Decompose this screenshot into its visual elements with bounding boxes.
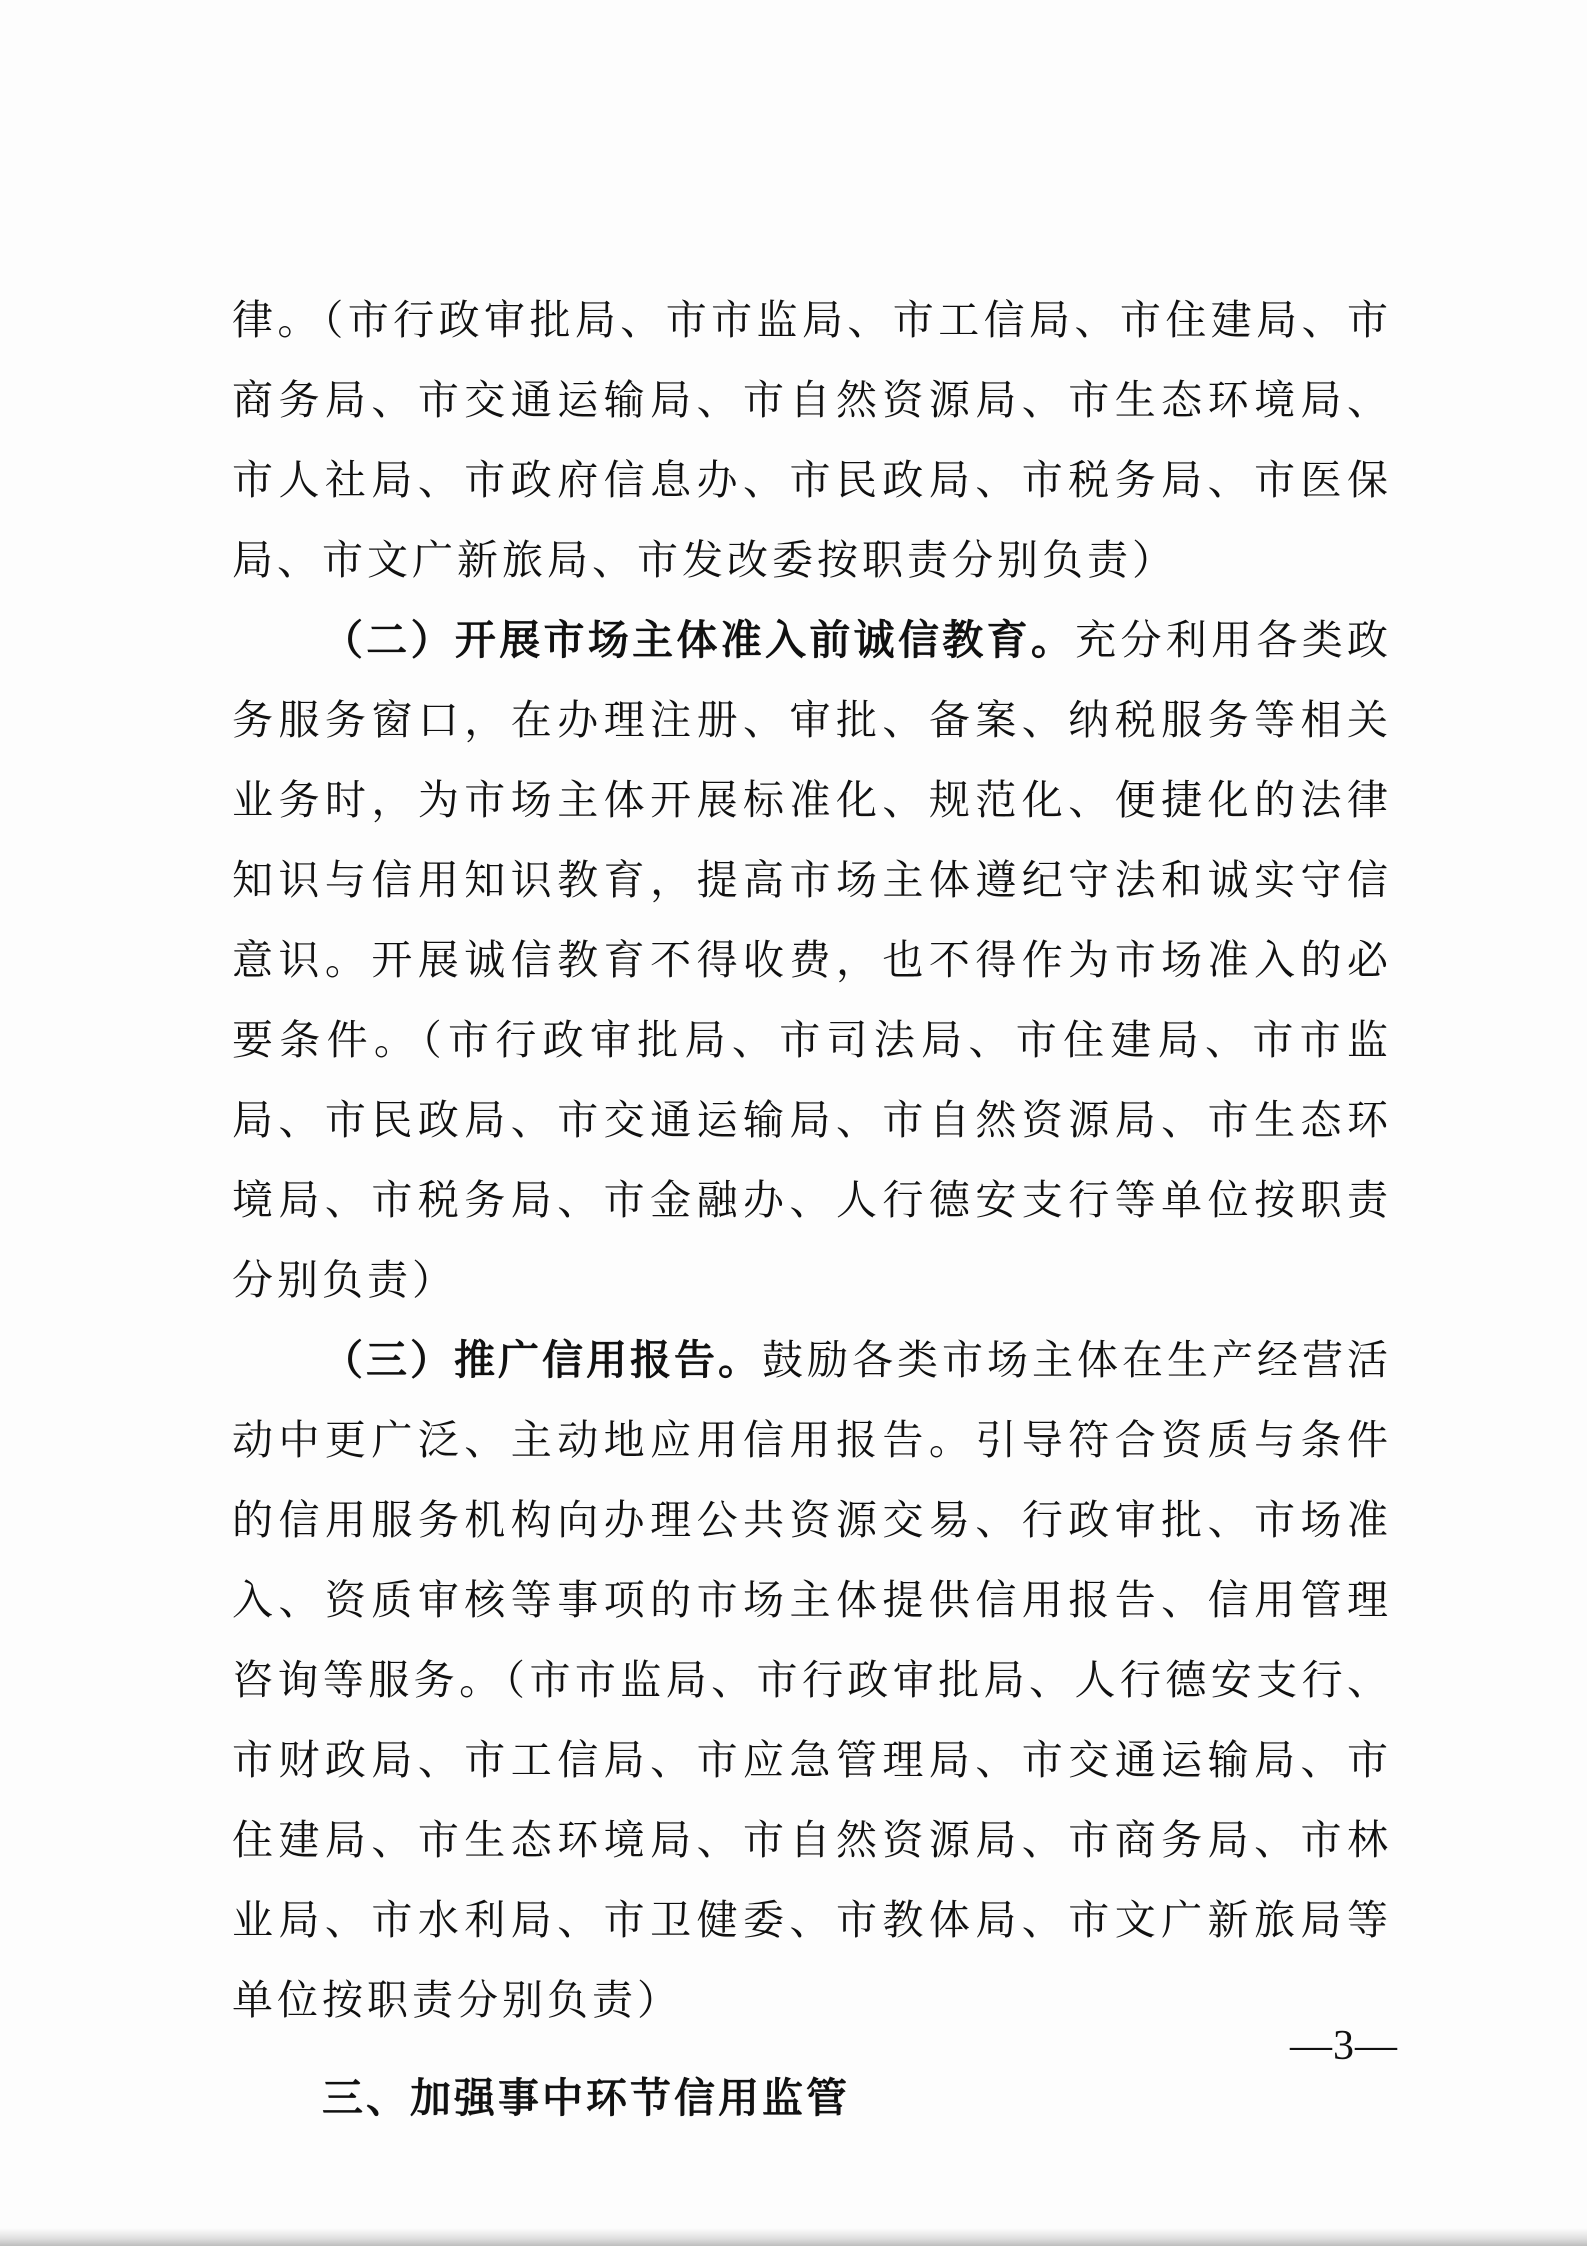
section-2-body: 充分利用各类政务服务窗口，在办理注册、审批、备案、纳税服务等相关业务时，为市场主体开展标准化、规范化、便捷化的法律知识与信用知识教育，提高市场主体遵纪守法和诚实守信意识。开展诚信教育不得收费，也不得作为市场准入的必要条件。（市行政审批局、市司法局、市住建局、市市监局、市民政局、市交通运输局、市自然资源局、市生态环境局、市税务局、市金融办、人行德安支行等单位按职责分别负责） — [232, 616, 1392, 1304]
section-heading-3: 三、加强事中环节信用监管 — [322, 2074, 850, 2122]
section-2-paragraph — [232, 600, 1392, 1320]
section-3-paragraph — [232, 1320, 1392, 2040]
section-2-lead: （二）开展市场主体准入前诚信教育。 — [322, 616, 1076, 664]
section-3-lead: （三）推广信用报告。 — [322, 1336, 762, 1384]
scan-edge-shadow — [0, 2228, 1587, 2246]
section-3-body: 鼓励各类市场主体在生产经营活动中更广泛、主动地应用信用报告。引导符合资质与条件的信用服务机构向办理公共资源交易、行政审批、市场准入、资质审核等事项的市场主体提供信用报告、信用管理咨询等服务。（市市监局、市行政审批局、人行德安支行、市财政局、市工信局、市应急管理局、市交通运输局、市住建局、市生态环境局、市自然资源局、市商务局、市林业局、市水利局、市卫健委、市教体局、市文广新旅局等单位按职责分别负责） — [232, 1336, 1392, 2024]
continuation-paragraph: 律。（市行政审批局、市市监局、市工信局、市住建局、市商务局、市交通运输局、市自然资源局、市生态环境局、市人社局、市政府信息办、市民政局、市税务局、市医保局、市文广新旅局、市发改委按职责分别负责） — [232, 296, 1392, 584]
document-body — [232, 280, 1392, 2138]
page-number: —3— — [1290, 2023, 1398, 2069]
